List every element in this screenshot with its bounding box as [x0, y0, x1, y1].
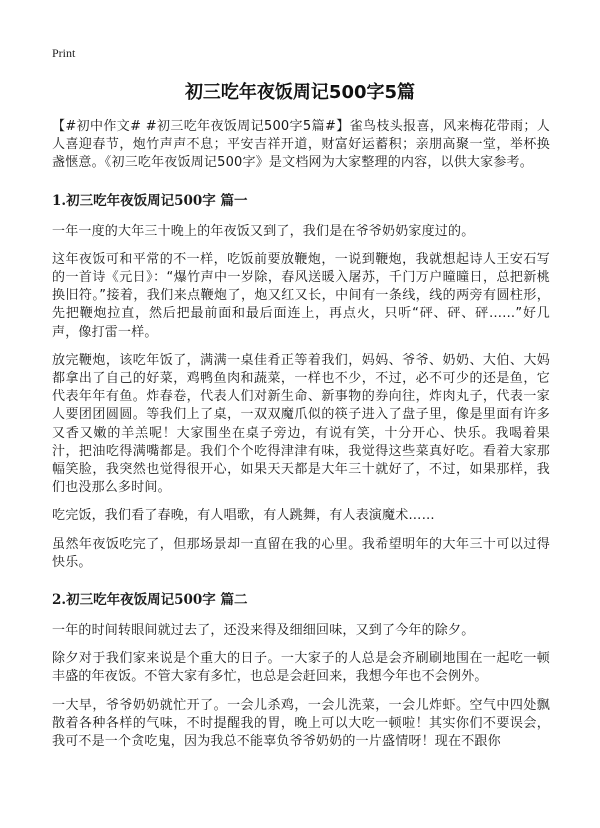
print-link[interactable]: Print [52, 46, 76, 60]
paragraph: 这年夜饭可和平常的不一样，吃饭前要放鞭炮，一说到鞭炮，我就想起诗人王安石写的一首诗《元日》：“爆竹声中一岁除，春风送暖入屠苏，千门万户曈曈日，总把新桃换旧符。”接着，我们来点鞭炮了，炮又红又长，中间有一条线，线的两旁有圆柱形，先把鞭炮拉直，然后把最前面和最后面连上，再点火，只听“砰、砰、砰……”好几声，像打雷一样。 [52, 251, 550, 340]
article-body [52, 118, 550, 761]
paragraph: 虽然年夜饭吃完了，但那场景却一直留在我的心里。我希望明年的大年三十可以过得快乐。 [52, 536, 550, 570]
paragraph: 一年的时间转眼间就过去了，还没来得及细细回味，又到了今年的除夕。 [52, 623, 475, 639]
section-heading: 2.初三吃年夜饭周记500字 篇二 [52, 592, 248, 609]
paragraph: 除夕对于我们家来说是个重大的日子。一大家子的人总是会齐刷刷地围在一起吃一顿丰盛的年夜饭。不管大家有多忙，也总是会赶回来，我想今年也不会例外。 [52, 651, 550, 685]
section-heading: 1.初三吃年夜饭周记500字 篇一 [52, 192, 248, 209]
intro-paragraph: 【#初中作文# #初三吃年夜饭周记500字5篇#】雀鸟枝头报喜，风来梅花带雨；人人喜迎春节，炮竹声声不息；平安吉祥开道，财富好运蓄积；亲朋高聚一堂，举杯换盏惬意。《初三吃年夜饭周记500字》是文档网为大家整理的内容，以供大家参考。 [52, 119, 550, 171]
paragraph: 吃完饭，我们看了春晚，有人唱歌，有人跳舞，有人表演魔术…… [52, 508, 435, 524]
paragraph: 一年一度的大年三十晚上的年夜饭又到了，我们是在爷爷奶奶家度过的。 [52, 223, 475, 239]
page-title: 初三吃年夜饭周记500字5篇 [184, 82, 416, 103]
paragraph: 放完鞭炮，该吃年饭了，满满一桌佳肴正等着我们，妈妈、爷爷、奶奶、大伯、大妈都拿出了自己的好菜，鸡鸭鱼肉和蔬菜，一样也不少，不过，必不可少的还是鱼，它代表年年有鱼。炸春卷，代表人们对新生命、新事物的券向往，炸肉丸子，代表一家人要团团圆圆。等我们上了桌，一双双魔爪似的筷子进入了盘子里，像是里面有许多又香又嫩的羊羔呢！大家围坐在桌子旁边，有说有笑，十分开心、快乐。我喝着果汁，把油吃得满嘴都是。我们个个吃得津津有味，我觉得这些菜真好吃。看着大家那幅笑脸，我突然也觉得很开心，如果天天都是大年三十就好了，不过，如果那样，我们也没那么多时间。 [52, 352, 550, 496]
paragraph: 一大早，爷爷奶奶就忙开了。一会儿杀鸡，一会儿洗菜，一会儿炸虾。空气中四处飘散着各种各样的气味，不时提醒我的胃，晚上可以大吃一顿啦！其实你们不要误会，我可不是一个贪吃鬼，因为我总不能辜负爷爷奶奶的一片盛情呀！现在不跟你 [52, 697, 550, 750]
